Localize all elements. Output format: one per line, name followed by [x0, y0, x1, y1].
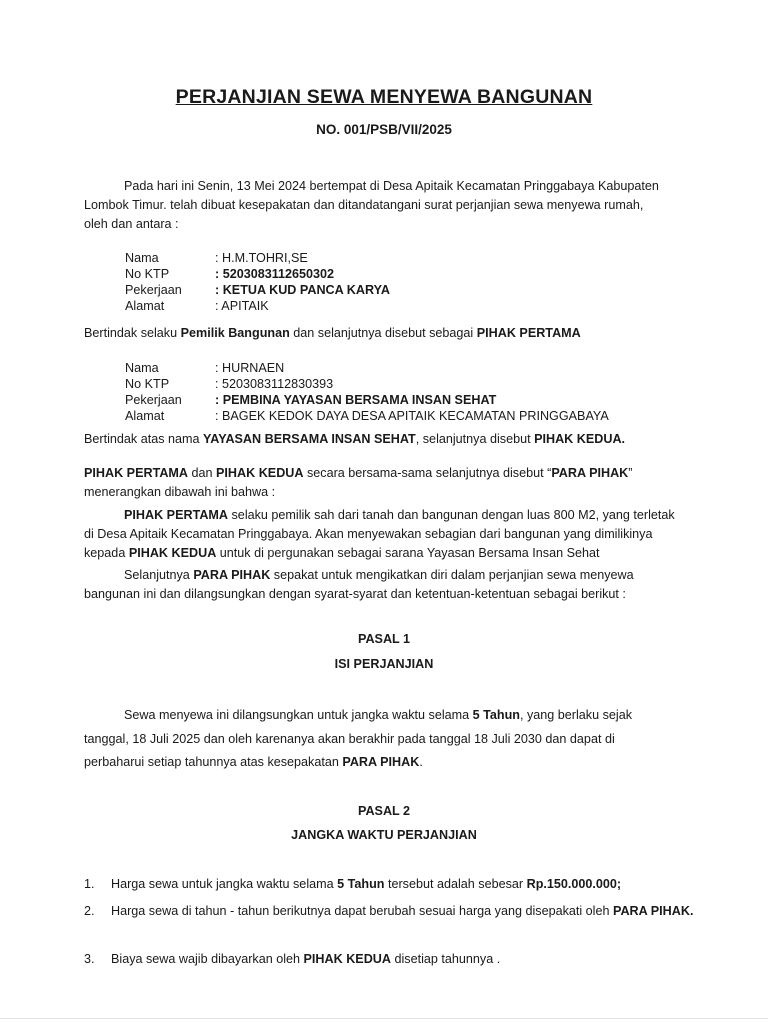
party1-ktp-row: No KTP : 5203083112650302: [125, 267, 335, 281]
document-title: PERJANJIAN SEWA MENYEWA BANGUNAN: [175, 86, 593, 108]
party2-address-row: Alamat : BAGEK KEDOK DAYA DESA APITAIK KECAMATAN PRINGGABAYA: [125, 409, 609, 423]
party2-ktp-row: No KTP : 5203083112830393: [125, 377, 334, 391]
intro-paragraph-line3: oleh dan antara :: [84, 217, 179, 231]
party1-job-row: Pekerjaan : KETUA KUD PANCA KARYA: [125, 283, 390, 297]
document-number: NO. 001/PSB/VII/2025: [316, 122, 452, 137]
owner-paragraph-line3: kepada PIHAK KEDUA untuk di pergunakan sebagai sarana Yayasan Bersama Insan Sehat: [84, 546, 600, 560]
agreement-paragraph-line1: Selanjutnya PARA PIHAK sepakat untuk mengikatkan diri dalam perjanjian sewa menyewa: [124, 568, 634, 582]
party1-role: Bertindak selaku Pemilik Bangunan dan selanjutnya disebut sebagai PIHAK PERTAMA: [84, 326, 581, 340]
party2-name-row: Nama : HURNAEN: [125, 361, 285, 375]
party1-address-row: Alamat : APITAIK: [125, 299, 269, 313]
owner-paragraph-line2: di Desa Apitaik Kecamatan Pringgabaya. Akan menyewakan sebagian dari bangunan yang dimilikinya: [84, 527, 653, 541]
party2-job-row: Pekerjaan : PEMBINA YAYASAN BERSAMA INSAN SEHAT: [125, 393, 497, 407]
pasal2-item-1: 1. Harga sewa untuk jangka waktu selama 5 Tahun tersebut adalah sebesar Rp.150.000.000;: [84, 877, 622, 891]
intro-paragraph-line2: Lombok Timur. telah dibuat kesepakatan dan ditandatangani surat perjanjian sewa menyewa rumah,: [84, 198, 644, 212]
owner-paragraph-line1: PIHAK PERTAMA selaku pemilik sah dari tanah dan bangunan dengan luas 800 M2, yang terletak: [124, 508, 675, 522]
party1-name-row: Nama : H.M.TOHRI,SE: [125, 251, 308, 265]
party2-role: Bertindak atas nama YAYASAN BERSAMA INSAN SEHAT, selanjutnya disebut PIHAK KEDUA.: [84, 432, 626, 446]
page-edge-divider: [0, 1018, 768, 1019]
pasal1-line1: Sewa menyewa ini dilangsungkan untuk jangka waktu selama 5 Tahun, yang berlaku sejak: [124, 708, 632, 722]
intro-paragraph-line1: Pada hari ini Senin, 13 Mei 2024 bertempat di Desa Apitaik Kecamatan Pringgabaya Kabupaten: [124, 179, 659, 193]
pasal2-item-2: 2. Harga sewa di tahun - tahun berikutnya dapat berubah sesuai harga yang disepakati oleh PARA PIHAK.: [84, 904, 694, 918]
pasal2-subheading: JANGKA WAKTU PERJANJIAN: [291, 828, 477, 842]
pasal2-heading: PASAL 2: [357, 804, 411, 818]
agreement-paragraph-line2: bangunan ini dan dilangsungkan dengan syarat-syarat dan ketentuan-ketentuan sebagai berikut :: [84, 587, 626, 601]
pasal1-line3: perbaharui setiap tahunnya atas kesepakatan PARA PIHAK.: [84, 755, 423, 769]
pasal2-item-3: 3. Biaya sewa wajib dibayarkan oleh PIHAK KEDUA disetiap tahunnya .: [84, 952, 501, 966]
para-pihak-line2: menerangkan dibawah ini bahwa :: [84, 485, 276, 499]
para-pihak-line1: PIHAK PERTAMA dan PIHAK KEDUA secara bersama-sama selanjutnya disebut “PARA PIHAK”: [84, 466, 633, 480]
pasal1-heading: PASAL 1: [357, 632, 411, 646]
pasal1-subheading: ISI PERJANJIAN: [334, 657, 434, 671]
pasal1-line2: tanggal, 18 Juli 2025 dan oleh karenanya akan berakhir pada tanggal 18 Juli 2030 dan dapat di: [84, 732, 615, 746]
